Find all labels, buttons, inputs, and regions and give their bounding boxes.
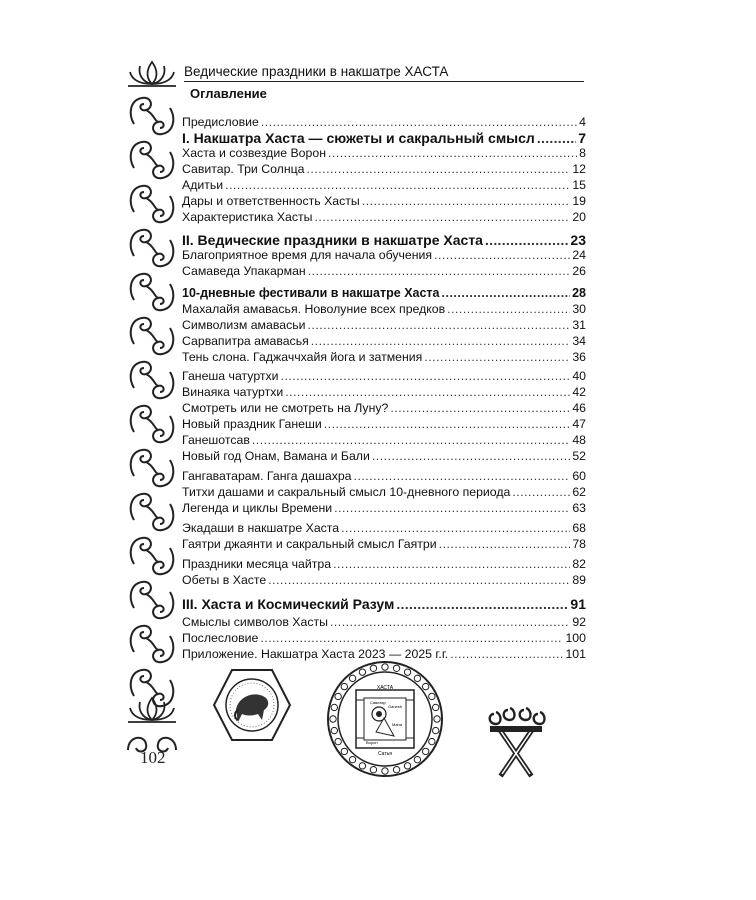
toc-entry-label: Савитар. Три Солнца — [182, 162, 305, 176]
toc-entry — [182, 146, 586, 160]
page-number: 102 — [140, 748, 166, 767]
toc-dot-leader — [334, 501, 570, 515]
toc-entry — [182, 162, 586, 176]
toc-entry — [182, 318, 586, 332]
toc-entry-label: Самаведа Упакарман — [182, 264, 306, 278]
hexagon-elephant-emblem — [212, 668, 292, 742]
toc-entry-label: Винаяка чатуртхи — [182, 385, 284, 399]
toc-entry-page: 12 — [572, 162, 586, 176]
toc-entry-page: 101 — [565, 647, 586, 661]
toc-dot-leader — [285, 385, 570, 399]
toc-entry-page: 78 — [572, 537, 586, 551]
toc-entry — [182, 596, 586, 612]
toc-entry-page: 46 — [572, 401, 586, 415]
toc-entry-label: Праздники месяца чайтра — [182, 557, 332, 571]
toc-entry-page: 82 — [572, 557, 586, 571]
toc-dot-leader — [447, 302, 570, 316]
toc-dot-leader — [324, 417, 571, 431]
toc-entry-page: 23 — [570, 232, 586, 248]
toc-entry-label: Титхи дашами и сакральный смысл 10-дневного периода — [182, 485, 511, 499]
toc-entry — [182, 232, 586, 248]
toc-dot-leader — [512, 485, 570, 499]
toc-dot-leader — [450, 647, 563, 661]
toc-entry — [182, 615, 586, 629]
toc-entry-page: 91 — [570, 596, 586, 612]
toc-entry-page: 52 — [572, 449, 586, 463]
toc-entry-page: 63 — [572, 501, 586, 515]
toc-entry-label: Благоприятное время для начала обучения — [182, 248, 433, 262]
toc-dot-leader — [268, 573, 570, 587]
toc-entry-label: Ганешотсав — [182, 433, 250, 447]
toc-entry — [182, 537, 586, 551]
mandala-label-1: Савитар — [370, 700, 386, 705]
toc-dot-leader — [307, 162, 571, 176]
toc-entry-page: 34 — [572, 334, 586, 348]
toc-entry-label: Махалайя амавасья. Новолуние всех предков — [182, 302, 446, 316]
toc-entry-label: Экадаши в накшатре Хаста — [182, 521, 340, 535]
toc-entry-page: 19 — [572, 194, 586, 208]
toc-entry-label: Новый праздник Ганеши — [182, 417, 322, 431]
toc-entry — [182, 248, 586, 262]
toc-dot-leader — [308, 264, 571, 278]
hasta-mandala-emblem — [326, 660, 444, 778]
toc-dot-leader — [439, 537, 571, 551]
toc-title: Оглавление — [190, 86, 267, 101]
toc-entry — [182, 302, 586, 316]
toc-entry-label: III. Хаста и Космический Разум — [182, 596, 395, 612]
toc-dot-leader — [333, 557, 570, 571]
toc-entry — [182, 485, 586, 499]
toc-entry-label: Ганеша чатуртхи — [182, 369, 279, 383]
toc-entry — [182, 130, 586, 146]
toc-dot-leader — [537, 130, 576, 146]
toc-dot-leader — [328, 146, 577, 160]
toc-entry-label: Адитьи — [182, 178, 224, 192]
toc-entry — [182, 433, 586, 447]
toc-dot-leader — [396, 596, 568, 612]
toc-dot-leader — [330, 615, 570, 629]
toc-entry — [182, 521, 586, 535]
toc-dot-leader — [372, 449, 570, 463]
mandala-label-2: Ganesh — [388, 704, 403, 709]
toc-dot-leader — [354, 469, 571, 483]
toc-entry-page: 28 — [572, 286, 586, 300]
toc-dot-leader — [260, 631, 563, 645]
toc-entry — [182, 178, 586, 192]
toc-entry-page: 47 — [572, 417, 586, 431]
toc-entry-label: Сарвапитра амавасья — [182, 334, 309, 348]
toc-entry-label: Характеристика Хасты — [182, 210, 313, 224]
toc-dot-leader — [424, 350, 570, 364]
running-header: Ведические праздники в накшатре ХАСТА — [184, 64, 584, 82]
toc-entry — [182, 210, 586, 224]
toc-entry-label: Приложение. Накшатра Хаста 2023 — 2025 г.г. — [182, 647, 449, 661]
toc-entry-page: 100 — [565, 631, 586, 645]
toc-entry — [182, 469, 586, 483]
toc-entry — [182, 401, 586, 415]
toc-dot-leader — [485, 232, 568, 248]
toc-entry-label: Дары и ответственность Хасты — [182, 194, 360, 208]
toc-entry-page: 4 — [579, 115, 586, 129]
toc-entry-page: 30 — [572, 302, 586, 316]
toc-entry-label: Смыслы символов Хасты — [182, 615, 328, 629]
mandala-label-bottom: Сатья — [378, 751, 392, 757]
toc-entry-page: 60 — [572, 469, 586, 483]
toc-dot-leader — [261, 115, 577, 129]
toc-dot-leader — [390, 401, 570, 415]
toc-entry-label: Хаста и созвездие Ворон — [182, 146, 326, 160]
toc-entry — [182, 501, 586, 515]
toc-entry — [182, 334, 586, 348]
toc-entry — [182, 385, 586, 399]
toc-entry — [182, 631, 586, 645]
toc-entry-page: 7 — [578, 130, 586, 146]
toc-entry-label: Обеты в Хасте — [182, 573, 267, 587]
toc-entry-page: 31 — [572, 318, 586, 332]
toc-dot-leader — [341, 521, 570, 535]
toc-entry-label: Легенда и циклы Времени — [182, 501, 333, 515]
toc-entry-label: Послесловие — [182, 631, 259, 645]
toc-entry-page: 36 — [572, 350, 586, 364]
toc-entry — [182, 449, 586, 463]
toc-entry-label: Гангаватарам. Ганга дашахра — [182, 469, 352, 483]
toc-entry-page: 42 — [572, 385, 586, 399]
toc-entry-page: 48 — [572, 433, 586, 447]
toc-entry — [182, 286, 586, 300]
mandala-label-4: Ворон — [366, 740, 378, 745]
toc-entry-label: II. Ведические праздники в накшатре Хаста — [182, 232, 483, 248]
toc-entry — [182, 369, 586, 383]
toc-entry — [182, 573, 586, 587]
toc-entry-label: Смотреть или не смотреть на Луну? — [182, 401, 389, 415]
toc-dot-leader — [308, 318, 571, 332]
toc-entry-page: 8 — [579, 146, 586, 160]
toc-entry-page: 15 — [572, 178, 586, 192]
toc-dot-leader — [434, 248, 570, 262]
twin-crossed-keys-emblem — [484, 706, 548, 780]
toc-entry — [182, 647, 586, 661]
toc-entry-page: 20 — [572, 210, 586, 224]
toc-dot-leader — [252, 433, 570, 447]
toc-entry-page: 40 — [572, 369, 586, 383]
toc-dot-leader — [311, 334, 571, 348]
toc-entry-page: 92 — [572, 615, 586, 629]
toc-entry-label: 10-дневные фестивали в накшатре Хаста — [182, 286, 440, 300]
toc-dot-leader — [225, 178, 570, 192]
toc-entry-page: 89 — [572, 573, 586, 587]
toc-entry-page: 26 — [572, 264, 586, 278]
toc-entry — [182, 557, 586, 571]
toc-entry — [182, 194, 586, 208]
toc-dot-leader — [362, 194, 571, 208]
toc-entry-label: Гаятри джаянти и сакральный смысл Гаятри — [182, 537, 437, 551]
toc-entry-label: Символизм амавасьи — [182, 318, 306, 332]
mandala-label-3: Мaha — [392, 722, 403, 727]
toc-entry — [182, 417, 586, 431]
toc-entry — [182, 264, 586, 278]
toc-entry-label: Предисловие — [182, 115, 259, 129]
toc-entry-label: Тень слона. Гаджаччхайя йога и затмения — [182, 350, 423, 364]
toc-dot-leader — [281, 369, 571, 383]
toc-entry-page: 62 — [572, 485, 586, 499]
toc-entry — [182, 115, 586, 129]
toc-entry — [182, 350, 586, 364]
mandala-label-top: ХАСТА — [376, 685, 394, 691]
toc-entry-label: I. Накшатра Хаста — сюжеты и сакральный смысл — [182, 130, 535, 146]
toc-entry-page: 68 — [572, 521, 586, 535]
toc-dot-leader — [315, 210, 571, 224]
toc-dot-leader — [442, 286, 571, 300]
toc-entry-page: 24 — [572, 248, 586, 262]
floral-border-ornament — [124, 58, 180, 770]
toc-entry-label: Новый год Онам, Вамана и Бали — [182, 449, 370, 463]
